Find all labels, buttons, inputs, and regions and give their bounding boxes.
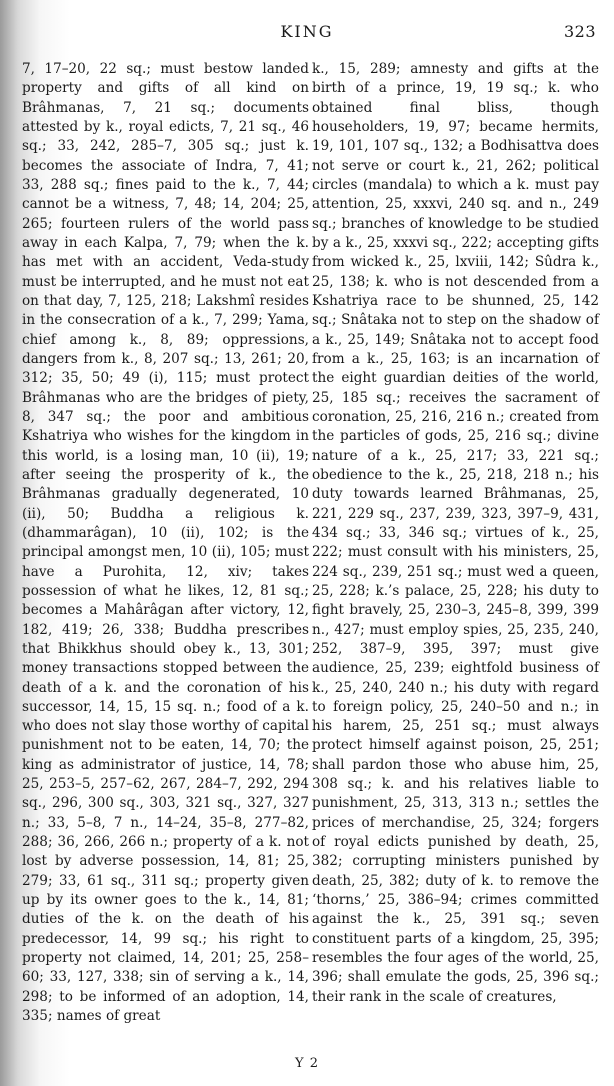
index-column-left: 7, 17–20, 22 sq.; must bestow landed property and gifts of all kind on Brâhmanas, 7, 21 sq.; documents attested by k., royal edicts, 7, 21 sq., 46 sq.; 33, 242, 285–7, 305 sq.; just k. becomes the associate of Indra, 7, 41; 33, 288 sq.; fines paid to the k., 7, 44; cannot be a witness, 7, 48; 14, 204; 25, 265; fourteen rulers of the world pass away in each Kalpa, 7, 79; when the k. has met with an accident, Veda-study must be interrupted, and he must not eat on that day, 7, 125, 218; Lakshmî resides in the consecration of a k., 7, 299; Yama, chief among k., 8, 89; oppressions, dangers from k., 8, 207 sq.; 13, 261; 20, 312; 35, 50; 49 (i), 115; must protect Brâhmanas who are the bridges of piety, 8, 347 sq.; the poor and ambitious Kshatriya who wishes for the kingdom in this world, is a losing man, 10 (ii), 19; after seeing the prosperity of k., the Brâhmanas gradually degenerated, 10 (ii), 50; Buddha a religious k. (dhammarâgan), 10 (ii), 102; is the principal amongst men, 10 (ii), 105; must have a Purohita, 12, xiv; takes possession of what he likes, 12, 81 sq.; becomes a Mahârâgan after victory, 12, 182, 419; 26, 338; Buddha prescribes that Bhikkhus should obey k., 13, 301; money transactions stopped between the death of a k. and the coronation of his successor, 14, 15, 15 sq. n.; food of a k. who does not slay those worthy of capital punishment not to be eaten, 14, 70; the king as administrator of justice, 14, 78; 25, 253–5, 257–62, 267, 284–7, 292, 294 sq., 296, 300 sq., 303, 321 sq., 327, 327 n.; 33, 5–8, 7 n., 14–24, 35–8, 277–82, 288; 36, 266, 266 n.; property of a k. not lost by adverse possession, 14, 81; 25, 279; 33, 61 sq., 311 sq.; property given up by its owner goes to the k., 14, 81; duties of the k. on the death of his predecessor, 14, 99 sq.; his right to property not claimed, 14, 201; 25, 258–60; 33, 127, 338; sin of serving a k., 14, 298; to be informed of an adoption, 14, 335; names of great: [22, 61, 309, 1025]
page-heading: KING: [280, 22, 334, 41]
page-number: 323: [563, 22, 596, 41]
index-column-right: k., 15, 289; amnesty and gifts at the birth of a prince, 19, 19 sq.; k. who obtained final bliss, though householders, 19, 97; became hermits, 19, 101, 107 sq., 132; a Bodhisattva does not serve or court k., 21, 262; political circles (mandala) to which a k. must pay attention, 25, xxxvi, 240 sq. and n., 249 sq.; branches of knowledge to be studied by a k., 25, xxxvi sq., 222; accepting gifts from wicked k., 25, lxviii, 142; Sûdra k., 25, 138; k. who is not descended from a Kshatriya race to be shunned, 25, 142 sq.; Snâtaka not to step on the shadow of a k., 25, 149; Snâtaka not to accept food from a k., 25, 163; is an incarnation of the eight guardian deities of the world, 25, 185 sq.; receives the sacrament of coronation, 25, 216, 216 n.; created from the particles of gods, 25, 216 sq.; divine nature of a k., 25, 217; 33, 221 sq.; obedience to the k., 25, 218, 218 n.; his duty towards learned Brâhmanas, 25, 221, 229 sq., 237, 239, 323, 397–9, 431, 434 sq.; 33, 346 sq.; virtues of k., 25, 222; must consult with his ministers, 25, 224 sq., 239, 251 sq.; must wed a queen, 25, 228; k.’s palace, 25, 228; his duty to fight bravely, 25, 230–3, 245–8, 399, 399 n., 427; must employ spies, 25, 235, 240, 252, 387–9, 395, 397; must give audience, 25, 239; eightfold business of k., 25, 240, 240 n.; his duty with regard to foreign policy, 25, 240–50 and n.; in his harem, 25, 251 sq.; must always protect himself against poison, 25, 251; shall pardon those who abuse him, 25, 308 sq.; k. and his relatives liable to punishment, 25, 313, 313 n.; settles the prices of merchandise, 25, 324; forgers of royal edicts punished by death, 25, 382; corrupting ministers punished by death, 25, 382; duty of k. to remove the ‘thorns,’ 25, 386–94; crimes committed against the k., 25, 391 sq.; seven constituent parts of a kingdom, 25, 395; resembles the four ages of the world, 25, 396; shall emulate the gods, 25, 396 sq.; their rank in the scale of creatures,: [312, 61, 599, 1005]
running-header: [0, 22, 614, 44]
signature-mark: Y 2: [295, 1056, 319, 1071]
